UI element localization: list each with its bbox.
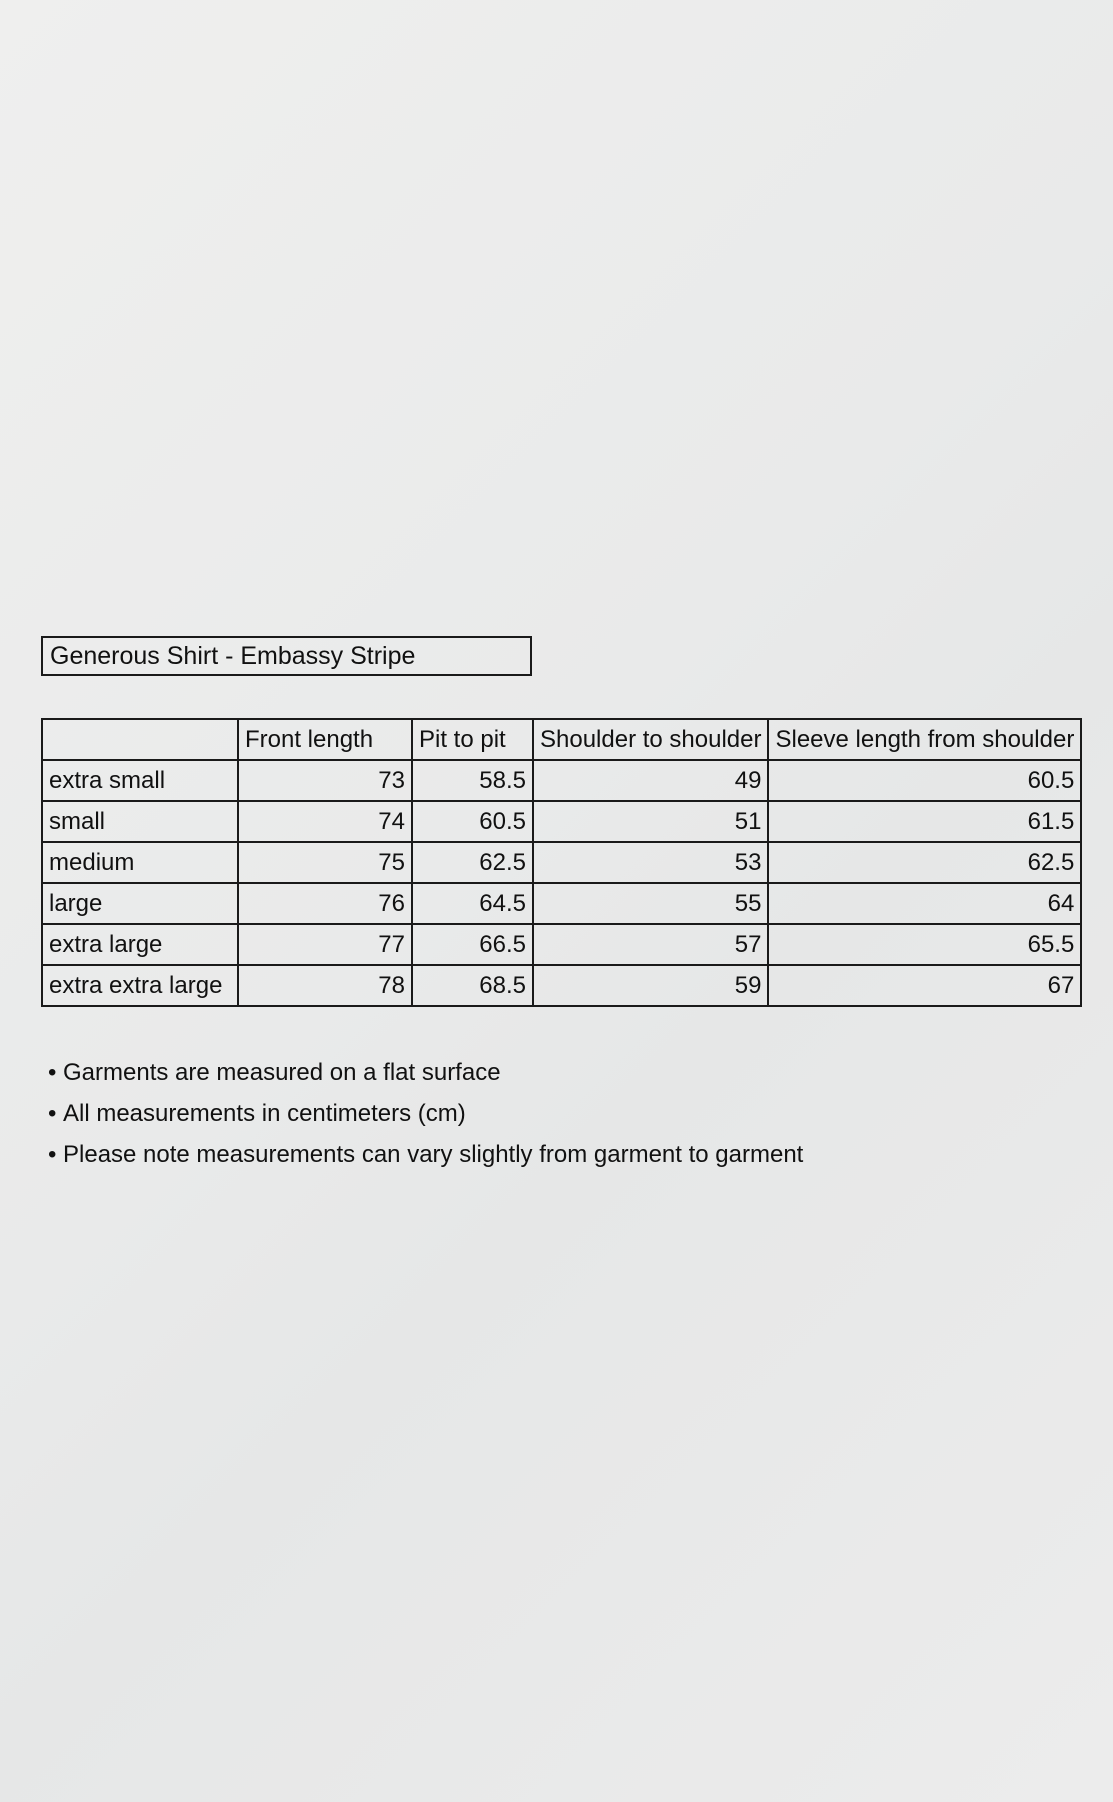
measurement-notes	[48, 1052, 803, 1175]
table-row	[42, 801, 1081, 842]
front-length-value: 77	[238, 924, 412, 965]
sleeve-value: 67	[768, 965, 1081, 1006]
header-pit-to-pit: Pit to pit	[412, 719, 533, 760]
header-shoulder-to-shoulder: Shoulder to shoulder	[533, 719, 768, 760]
note-text: Garments are measured on a flat surface	[63, 1059, 501, 1086]
note-text: All measurements in centimeters (cm)	[63, 1100, 466, 1127]
sleeve-value: 62.5	[768, 842, 1081, 883]
header-front-length: Front length	[238, 719, 412, 760]
bullet-icon: •	[48, 1141, 57, 1168]
size-label: small	[42, 801, 238, 842]
bullet-icon: •	[48, 1100, 57, 1127]
front-length-value: 78	[238, 965, 412, 1006]
header-size	[42, 719, 238, 760]
size-chart-table	[41, 718, 1082, 1007]
table-row	[42, 760, 1081, 801]
table-row	[42, 924, 1081, 965]
table-row	[42, 842, 1081, 883]
pit-to-pit-value: 66.5	[412, 924, 533, 965]
front-length-value: 75	[238, 842, 412, 883]
bullet-icon: •	[48, 1059, 57, 1086]
size-label: extra extra large	[42, 965, 238, 1006]
shoulder-value: 57	[533, 924, 768, 965]
note-item	[48, 1052, 803, 1093]
page-title: Generous Shirt - Embassy Stripe	[41, 636, 532, 676]
sleeve-value: 65.5	[768, 924, 1081, 965]
shoulder-value: 49	[533, 760, 768, 801]
note-text: Please note measurements can vary slightly from garment to garment	[63, 1141, 804, 1168]
header-sleeve-length: Sleeve length from shoulder	[768, 719, 1081, 760]
sleeve-value: 61.5	[768, 801, 1081, 842]
pit-to-pit-value: 62.5	[412, 842, 533, 883]
front-length-value: 76	[238, 883, 412, 924]
size-label: extra large	[42, 924, 238, 965]
pit-to-pit-value: 58.5	[412, 760, 533, 801]
size-label: large	[42, 883, 238, 924]
table-header-row	[42, 719, 1081, 760]
note-item	[48, 1093, 803, 1134]
front-length-value: 74	[238, 801, 412, 842]
table-row	[42, 883, 1081, 924]
sleeve-value: 60.5	[768, 760, 1081, 801]
front-length-value: 73	[238, 760, 412, 801]
pit-to-pit-value: 68.5	[412, 965, 533, 1006]
shoulder-value: 55	[533, 883, 768, 924]
sleeve-value: 64	[768, 883, 1081, 924]
shoulder-value: 59	[533, 965, 768, 1006]
table-row	[42, 965, 1081, 1006]
pit-to-pit-value: 64.5	[412, 883, 533, 924]
shoulder-value: 51	[533, 801, 768, 842]
note-item	[48, 1134, 803, 1175]
size-label: medium	[42, 842, 238, 883]
size-label: extra small	[42, 760, 238, 801]
pit-to-pit-value: 60.5	[412, 801, 533, 842]
shoulder-value: 53	[533, 842, 768, 883]
